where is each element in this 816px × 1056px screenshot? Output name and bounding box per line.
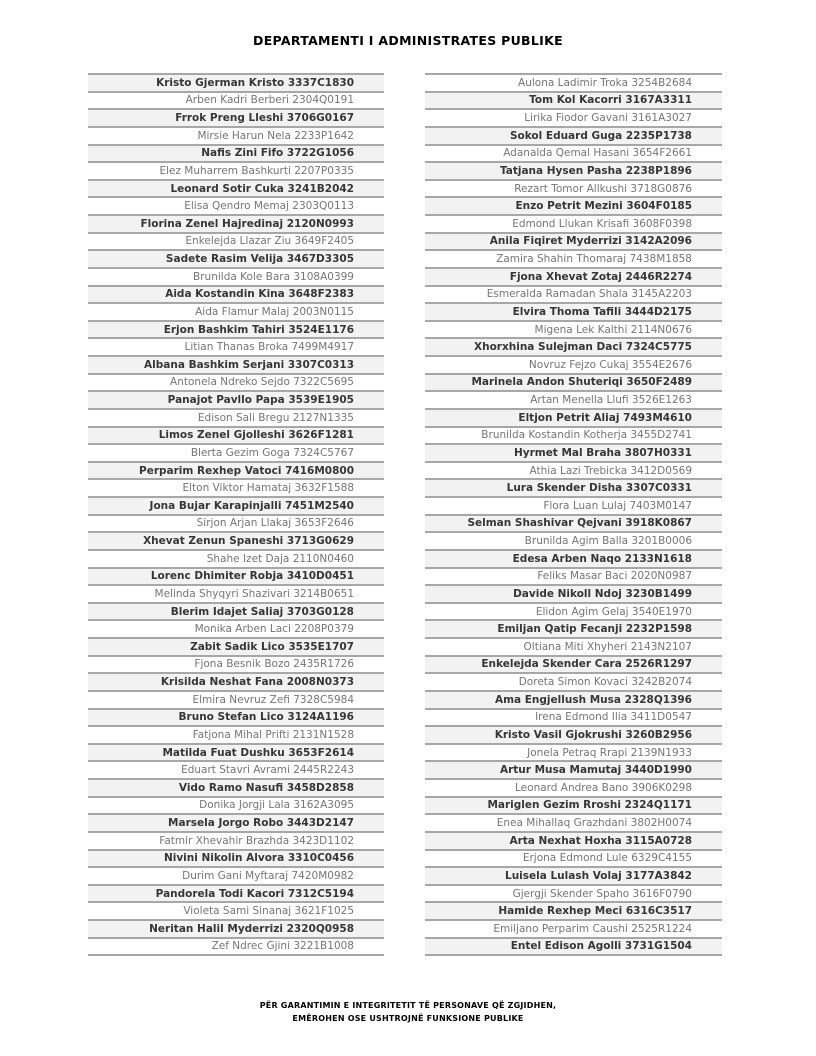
list-item: Tom Kol Kacorri 3167A3311	[425, 93, 722, 111]
list-item: Violeta Sami Sinanaj 3621F1025	[88, 903, 384, 921]
list-item: Fatjona Mihal Prifti 2131N1528	[88, 727, 384, 745]
list-item: Aida Flamur Malaj 2003N0115	[88, 304, 384, 322]
list-item: Fjona Xhevat Zotaj 2446R2274	[425, 269, 722, 287]
list-item: Perparim Rexhep Vatoci 7416M0800	[88, 463, 384, 481]
list-item: Antonela Ndreko Sejdo 7322C5695	[88, 375, 384, 393]
footer-line-1: PËR GARANTIMIN E INTEGRITETIT TË PERSONAVE QË ZGJIDHEN,	[259, 1001, 557, 1010]
list-item: Artan Menella Llufi 3526E1263	[425, 392, 722, 410]
list-item: Adanalda Qemal Hasani 3654F2661	[425, 146, 722, 164]
list-item: Brunilda Agim Balla 3201B0006	[425, 533, 722, 551]
list-item: Frrok Preng Lleshi 3706G0167	[88, 110, 384, 128]
list-item: Florina Zenel Hajredinaj 2120N0993	[88, 216, 384, 234]
list-item: Jonela Petraq Rrapi 2139N1933	[425, 745, 722, 763]
list-item: Eduart Stavri Avrami 2445R2243	[88, 762, 384, 780]
list-item: Matilda Fuat Dushku 3653F2614	[88, 745, 384, 763]
list-item: Edmond Llukan Krisafi 3608F0398	[425, 216, 722, 234]
list-item: Enea Mihallaq Grazhdani 3802H0074	[425, 815, 722, 833]
list-item: Marsela Jorgo Robo 3443D2147	[88, 815, 384, 833]
list-item: Esmeralda Ramadan Shala 3145A2203	[425, 287, 722, 305]
list-item: Entel Edison Agolli 3731G1504	[425, 939, 722, 957]
list-item: Flora Luan Lulaj 7403M0147	[425, 498, 722, 516]
list-item: Enkelejda Skender Cara 2526R1297	[425, 657, 722, 675]
list-item: Hamide Rexhep Meci 6316C3517	[425, 903, 722, 921]
list-item: Shahe Izet Daja 2110N0460	[88, 551, 384, 569]
list-item: Xhorxhina Sulejman Daci 7324C5775	[425, 339, 722, 357]
list-item: Elton Viktor Hamataj 3632F1588	[88, 480, 384, 498]
list-item: Nafis Zini Fifo 3722G1056	[88, 146, 384, 164]
list-item: Emiljano Perparim Caushi 2525R1224	[425, 921, 722, 939]
list-item: Elez Muharrem Bashkurti 2207P0335	[88, 163, 384, 181]
list-item: Nivini Nikolin Alvora 3310C0456	[88, 851, 384, 869]
list-item: Krisilda Neshat Fana 2008N0373	[88, 674, 384, 692]
list-item: Bruno Stefan Lico 3124A1196	[88, 710, 384, 728]
list-item: Zamira Shahin Thomaraj 7438M1858	[425, 251, 722, 269]
name-list-right	[425, 73, 722, 956]
list-item: Doreta Simon Kovaci 3242B2074	[425, 674, 722, 692]
list-item: Blerim Idajet Saliaj 3703G0128	[88, 604, 384, 622]
list-item: Pandorela Todi Kacori 7312C5194	[88, 886, 384, 904]
page-title: DEPARTAMENTI I ADMINISTRATES PUBLIKE	[253, 33, 563, 48]
list-item: Tatjana Hysen Pasha 2238P1896	[425, 163, 722, 181]
list-item: Neritan Halil Myderrizi 2320Q0958	[88, 921, 384, 939]
list-item: Elidon Agim Gelaj 3540E1970	[425, 604, 722, 622]
list-item: Luisela Lulash Volaj 3177A3842	[425, 868, 722, 886]
list-item: Gjergji Skender Spaho 3616F0790	[425, 886, 722, 904]
list-item: Irena Edmond Ilia 3411D0547	[425, 710, 722, 728]
list-item: Aulona Ladimir Troka 3254B2684	[425, 75, 722, 93]
list-item: Limos Zenel Gjolleshi 3626F1281	[88, 428, 384, 446]
list-item: Emiljan Qatip Fecanji 2232P1598	[425, 621, 722, 639]
list-item: Panajot Pavllo Papa 3539E1905	[88, 392, 384, 410]
list-item: Brunilda Kole Bara 3108A0399	[88, 269, 384, 287]
list-item: Blerta Gezim Goga 7324C5767	[88, 445, 384, 463]
list-item: Eltjon Petrit Aliaj 7493M4610	[425, 410, 722, 428]
list-item: Sokol Eduard Guga 2235P1738	[425, 128, 722, 146]
list-item: Edesa Arben Naqo 2133N1618	[425, 551, 722, 569]
list-item: Donika Jorgji Lala 3162A3095	[88, 798, 384, 816]
list-item: Durim Gani Myftaraj 7420M0982	[88, 868, 384, 886]
list-item: Lorenc Dhimiter Robja 3410D0451	[88, 569, 384, 587]
list-item: Brunilda Kostandin Kotherja 3455D2741	[425, 428, 722, 446]
list-item: Mariglen Gezim Rroshi 2324Q1171	[425, 798, 722, 816]
list-item: Oltiana Miti Xhyheri 2143N2107	[425, 639, 722, 657]
list-item: Arta Nexhat Hoxha 3115A0728	[425, 833, 722, 851]
list-item: Vido Ramo Nasufi 3458D2858	[88, 780, 384, 798]
list-item: Anila Fiqiret Myderrizi 3142A2096	[425, 234, 722, 252]
list-item: Sirjon Arjan Llakaj 3653F2646	[88, 516, 384, 534]
list-item: Rezart Tomor Allkushi 3718G0876	[425, 181, 722, 199]
name-list-left	[88, 73, 384, 956]
list-item: Ama Engjellush Musa 2328Q1396	[425, 692, 722, 710]
list-item: Mirsie Harun Nela 2233P1642	[88, 128, 384, 146]
list-item: Erjon Bashkim Tahiri 3524E1176	[88, 322, 384, 340]
list-item: Selman Shashivar Qejvani 3918K0867	[425, 516, 722, 534]
list-item: Melinda Shyqyri Shazivari 3214B0651	[88, 586, 384, 604]
list-item: Aida Kostandin Kina 3648F2383	[88, 287, 384, 305]
list-item: Enkelejda Llazar Ziu 3649F2405	[88, 234, 384, 252]
list-item: Sadete Rasim Velija 3467D3305	[88, 251, 384, 269]
list-item: Albana Bashkim Serjani 3307C0313	[88, 357, 384, 375]
list-item: Kristo Vasil Gjokrushi 3260B2956	[425, 727, 722, 745]
list-item: Davide Nikoll Ndoj 3230B1499	[425, 586, 722, 604]
list-item: Athia Lazi Trebicka 3412D0569	[425, 463, 722, 481]
list-item: Leonard Andrea Bano 3906K0298	[425, 780, 722, 798]
list-item: Hyrmet Mal Braha 3807H0331	[425, 445, 722, 463]
list-item: Jona Bujar Karapinjalli 7451M2540	[88, 498, 384, 516]
list-item: Zef Ndrec Gjini 3221B1008	[88, 939, 384, 957]
list-item: Fjona Besnik Bozo 2435R1726	[88, 657, 384, 675]
list-item: Erjona Edmond Lule 6329C4155	[425, 851, 722, 869]
list-item: Leonard Sotir Cuka 3241B2042	[88, 181, 384, 199]
list-item: Enzo Petrit Mezini 3604F0185	[425, 198, 722, 216]
list-item: Xhevat Zenun Spaneshi 3713G0629	[88, 533, 384, 551]
list-item: Lirika Fiodor Gavani 3161A3027	[425, 110, 722, 128]
list-item: Marinela Andon Shuteriqi 3650F2489	[425, 375, 722, 393]
list-item: Fatmir Xhevahir Brazhda 3423D1102	[88, 833, 384, 851]
list-item: Elmira Nevruz Zefi 7328C5984	[88, 692, 384, 710]
list-item: Elvira Thoma Tafili 3444D2175	[425, 304, 722, 322]
list-item: Feliks Masar Baci 2020N0987	[425, 569, 722, 587]
list-item: Elisa Qendro Memaj 2303Q0113	[88, 198, 384, 216]
list-item: Lura Skender Disha 3307C0331	[425, 480, 722, 498]
list-item: Arben Kadri Berberi 2304Q0191	[88, 93, 384, 111]
list-item: Edison Sali Bregu 2127N1335	[88, 410, 384, 428]
list-item: Monika Arben Laci 2208P0379	[88, 621, 384, 639]
footer-note	[0, 1000, 816, 1025]
list-item: Litian Thanas Broka 7499M4917	[88, 339, 384, 357]
footer-line-2: EMËROHEN OSE USHTROJNË FUNKSIONE PUBLIKE	[292, 1013, 524, 1023]
list-item: Migena Lek Kalthi 2114N0676	[425, 322, 722, 340]
list-item: Artur Musa Mamutaj 3440D1990	[425, 762, 722, 780]
list-item: Kristo Gjerman Kristo 3337C1830	[88, 75, 384, 93]
list-item: Zabit Sadik Lico 3535E1707	[88, 639, 384, 657]
list-item: Novruz Fejzo Cukaj 3554E2676	[425, 357, 722, 375]
